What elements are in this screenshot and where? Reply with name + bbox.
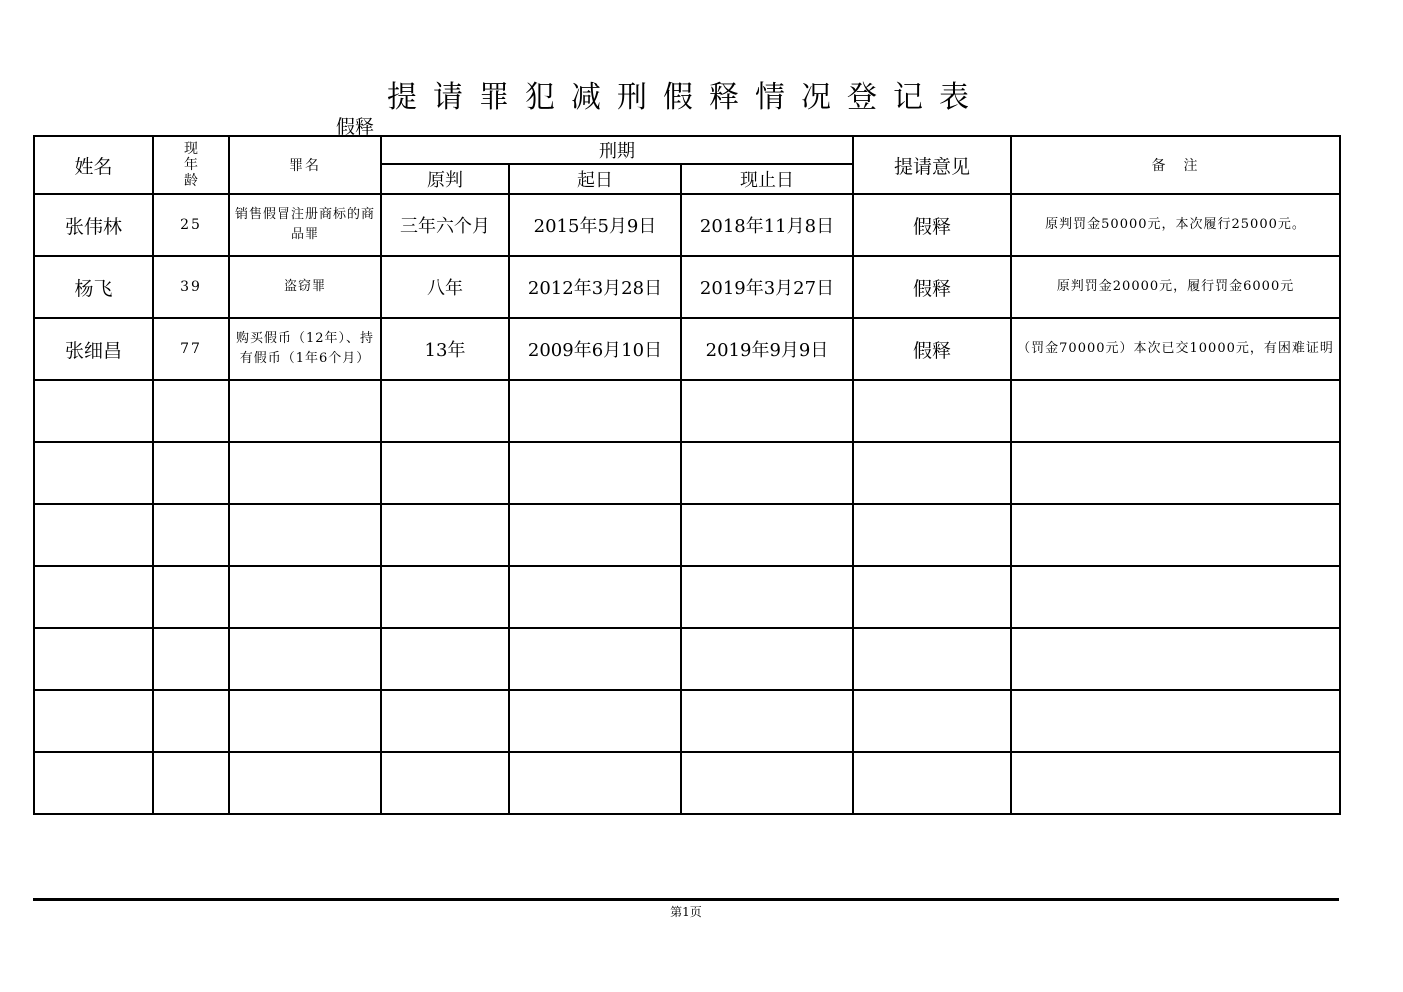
empty-cell xyxy=(509,380,681,442)
header-remarks: 备 注 xyxy=(1011,136,1340,194)
table-row-empty xyxy=(34,442,1340,504)
empty-cell xyxy=(853,380,1011,442)
empty-cell xyxy=(1011,442,1340,504)
cell-age: 25 xyxy=(153,194,229,256)
empty-cell xyxy=(853,442,1011,504)
header-age-char-2: 年 xyxy=(184,157,198,173)
empty-cell xyxy=(509,504,681,566)
cell-age: 77 xyxy=(153,318,229,380)
header-age-char-3: 龄 xyxy=(184,173,198,189)
empty-cell xyxy=(153,690,229,752)
empty-cell xyxy=(853,752,1011,814)
cell-start-date: 2012年3月28日 xyxy=(509,256,681,318)
empty-cell xyxy=(229,504,381,566)
empty-cell xyxy=(1011,752,1340,814)
empty-cell xyxy=(34,752,153,814)
header-name: 姓名 xyxy=(34,136,153,194)
page-title: 提请罪犯减刑假释情况登记表 xyxy=(387,80,985,115)
cell-crime: 购买假币（12年）、持有假币（1年6个月） xyxy=(229,318,381,380)
cell-start-date: 2015年5月9日 xyxy=(509,194,681,256)
empty-cell xyxy=(681,380,853,442)
empty-cell xyxy=(681,690,853,752)
cell-age: 39 xyxy=(153,256,229,318)
empty-cell xyxy=(509,628,681,690)
table-row-empty xyxy=(34,504,1340,566)
empty-cell xyxy=(229,380,381,442)
header-sentence-group: 刑期 xyxy=(381,136,853,164)
empty-cell xyxy=(229,628,381,690)
cell-name: 杨飞 xyxy=(34,256,153,318)
empty-cell xyxy=(381,380,509,442)
empty-cell xyxy=(153,504,229,566)
empty-cell xyxy=(1011,628,1340,690)
empty-cell xyxy=(681,566,853,628)
table-row xyxy=(34,256,1340,318)
table-row-empty xyxy=(34,690,1340,752)
empty-cell xyxy=(853,566,1011,628)
cell-remarks: 原判罚金20000元，履行罚金6000元 xyxy=(1011,256,1340,318)
cell-opinion: 假释 xyxy=(853,318,1011,380)
cell-original-sentence: 八年 xyxy=(381,256,509,318)
header-age-char-1: 现 xyxy=(184,141,198,157)
empty-cell xyxy=(509,690,681,752)
footer-divider xyxy=(33,898,1339,901)
empty-cell xyxy=(681,752,853,814)
page-number: 第1页 xyxy=(670,905,702,919)
empty-cell xyxy=(381,752,509,814)
cell-end-date: 2019年9月9日 xyxy=(681,318,853,380)
empty-cell xyxy=(34,442,153,504)
empty-cell xyxy=(853,504,1011,566)
empty-cell xyxy=(153,752,229,814)
empty-cell xyxy=(853,690,1011,752)
empty-cell xyxy=(509,566,681,628)
empty-cell xyxy=(681,442,853,504)
empty-cell xyxy=(1011,690,1340,752)
table-row-empty xyxy=(34,380,1340,442)
empty-cell xyxy=(153,566,229,628)
cell-end-date: 2019年3月27日 xyxy=(681,256,853,318)
empty-cell xyxy=(381,566,509,628)
empty-cell xyxy=(381,504,509,566)
form-subtitle: 假释 xyxy=(336,116,375,138)
empty-cell xyxy=(153,628,229,690)
empty-cell xyxy=(509,442,681,504)
empty-cell xyxy=(381,442,509,504)
header-crime: 罪名 xyxy=(229,136,381,194)
table-row-empty xyxy=(34,566,1340,628)
empty-cell xyxy=(34,566,153,628)
header-end-date: 现止日 xyxy=(681,164,853,194)
header-age xyxy=(153,136,229,194)
empty-cell xyxy=(681,504,853,566)
header-original-sentence: 原判 xyxy=(381,164,509,194)
empty-cell xyxy=(229,690,381,752)
empty-cell xyxy=(229,442,381,504)
empty-cell xyxy=(853,628,1011,690)
empty-cell xyxy=(229,566,381,628)
empty-cell xyxy=(1011,566,1340,628)
cell-end-date: 2018年11月8日 xyxy=(681,194,853,256)
table-row-empty xyxy=(34,628,1340,690)
empty-cell xyxy=(34,690,153,752)
empty-cell xyxy=(153,442,229,504)
cell-original-sentence: 13年 xyxy=(381,318,509,380)
empty-cell xyxy=(381,690,509,752)
cell-original-sentence: 三年六个月 xyxy=(381,194,509,256)
empty-cell xyxy=(681,628,853,690)
cell-remarks: （罚金70000元）本次已交10000元，有困难证明 xyxy=(1011,318,1340,380)
register-table-body xyxy=(34,194,1340,814)
empty-cell xyxy=(229,752,381,814)
table-row xyxy=(34,318,1340,380)
cell-name: 张细昌 xyxy=(34,318,153,380)
empty-cell xyxy=(34,504,153,566)
register-table xyxy=(33,135,1341,815)
cell-remarks: 原判罚金50000元，本次履行25000元。 xyxy=(1011,194,1340,256)
header-opinion: 提请意见 xyxy=(853,136,1011,194)
cell-name: 张伟林 xyxy=(34,194,153,256)
empty-cell xyxy=(34,380,153,442)
cell-crime: 销售假冒注册商标的商品罪 xyxy=(229,194,381,256)
empty-cell xyxy=(1011,504,1340,566)
empty-cell xyxy=(153,380,229,442)
empty-cell xyxy=(1011,380,1340,442)
empty-cell xyxy=(34,628,153,690)
empty-cell xyxy=(509,752,681,814)
cell-opinion: 假释 xyxy=(853,194,1011,256)
empty-cell xyxy=(381,628,509,690)
cell-crime: 盗窃罪 xyxy=(229,256,381,318)
cell-opinion: 假释 xyxy=(853,256,1011,318)
table-row xyxy=(34,194,1340,256)
cell-start-date: 2009年6月10日 xyxy=(509,318,681,380)
header-start-date: 起日 xyxy=(509,164,681,194)
table-row-empty xyxy=(34,752,1340,814)
